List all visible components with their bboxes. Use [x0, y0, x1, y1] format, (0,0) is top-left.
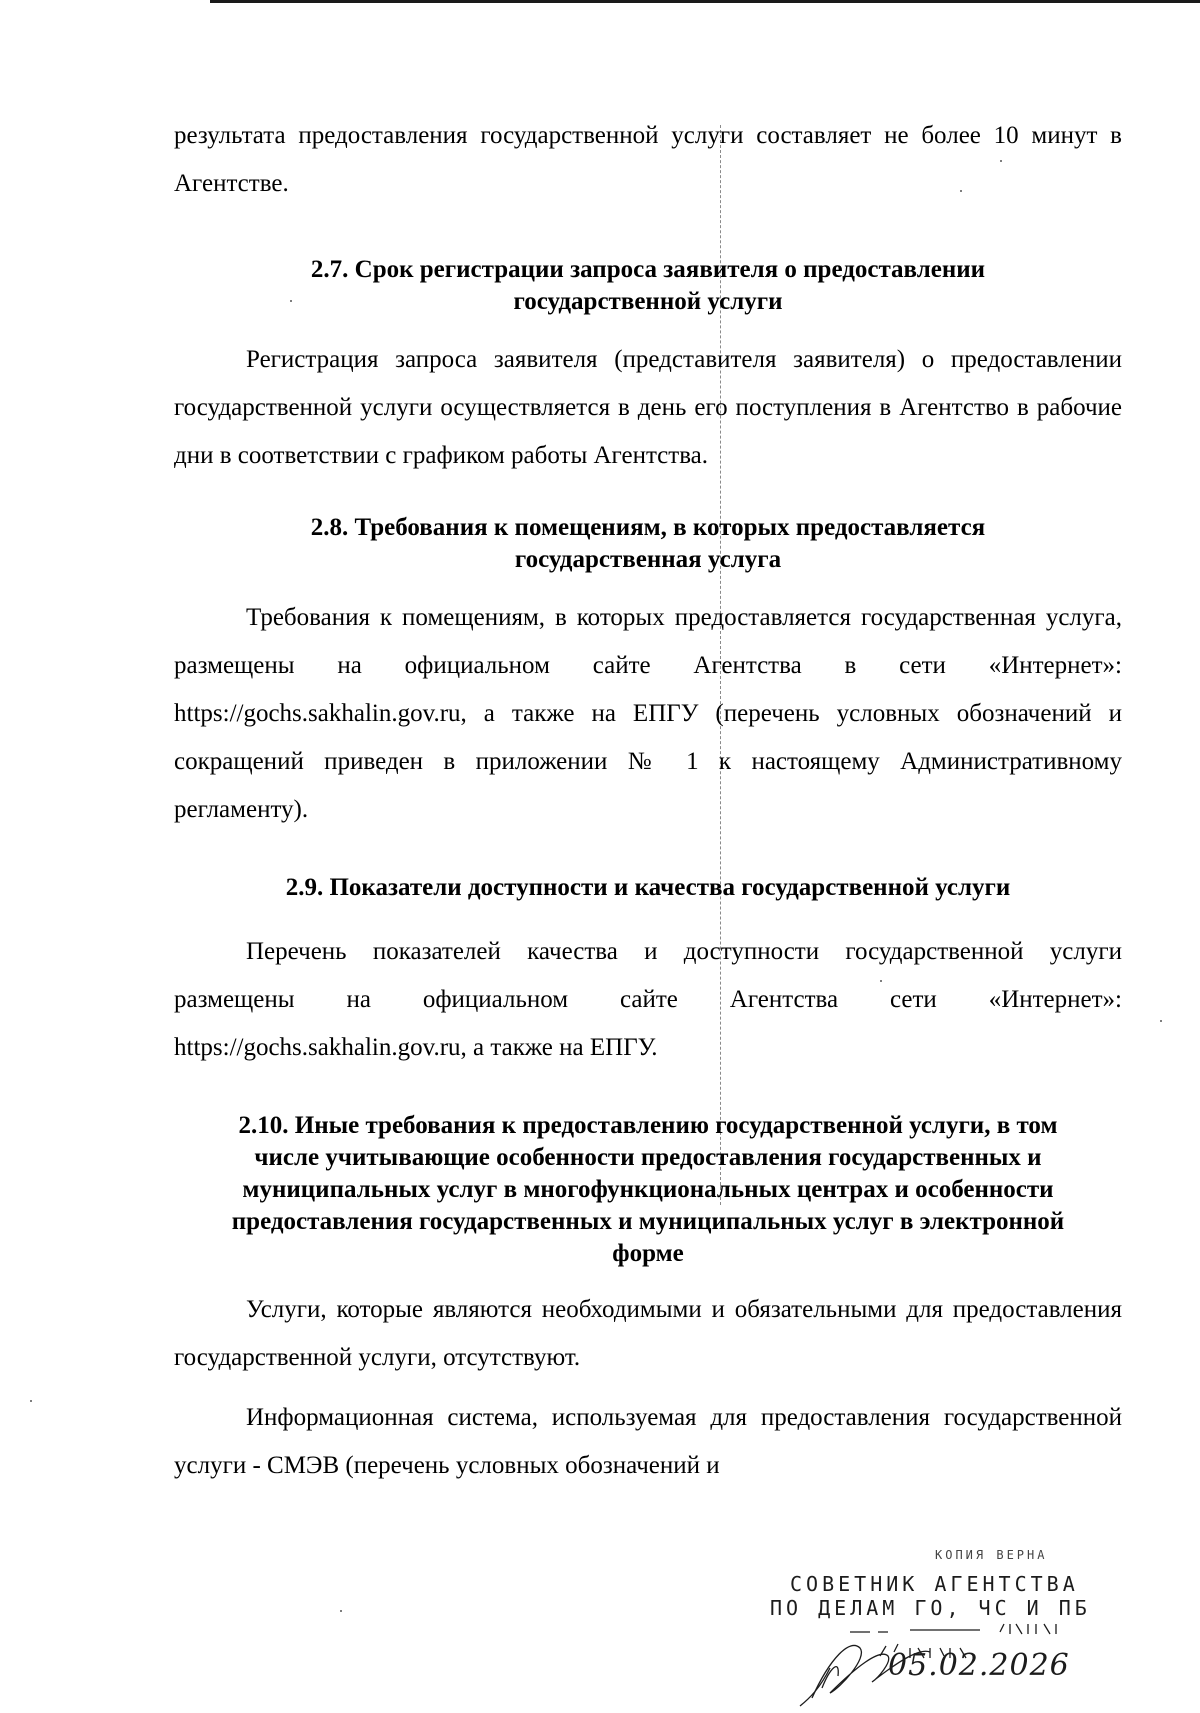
- scan-speck: [1160, 1020, 1162, 1022]
- section-heading-2-7: [174, 254, 1122, 318]
- stamp-line-2: ПО ДЕЛАМ ГО, ЧС И ПБ: [770, 1596, 1091, 1620]
- section-heading-2-10: [174, 1110, 1122, 1270]
- section-heading-line: государственной услуги: [513, 288, 783, 315]
- document-page: [174, 112, 1122, 1490]
- section-heading-2-8: [174, 512, 1122, 576]
- section-heading-line: 2.7. Срок регистрации запроса заявителя о предоставлении: [310, 256, 986, 283]
- scan-top-rule: [210, 0, 1200, 3]
- stamp-line-1: СОВЕТНИК АГЕНТСТВА: [790, 1572, 1079, 1596]
- section-heading-line: государственная услуга: [514, 546, 782, 573]
- section-heading-line: форме: [612, 1240, 684, 1267]
- paragraph-2-10-a: Услуги, которые являются необходимыми и обязательными для предоставления государственной услуги, отсутствуют.: [174, 1296, 1122, 1371]
- section-heading-2-9: [174, 872, 1122, 904]
- scan-speck: [340, 1610, 342, 1612]
- paragraph-2-8: Требования к помещениям, в которых предоставляется государственная услуга, размещены на официальном сайте Агентства в сети «Интернет»: https://gochs.sakhalin.gov.ru, а также на ЕПГУ (перечень условных обозначений и сокращений приведен в приложении № 1 к настоящему Административному регламенту).: [174, 604, 1122, 823]
- section-heading-line: предоставления государственных и муниципальных услуг в электронной: [231, 1208, 1065, 1235]
- section-heading-line: 2.10. Иные требования к предоставлению государственной услуги, в том: [238, 1112, 1058, 1139]
- stamp-header: КОПИЯ ВЕРНА: [935, 1548, 1048, 1562]
- paragraph-2-9: Перечень показателей качества и доступности государственной услуги размещены на официальном сайте Агентства сети «Интернет»: https://gochs.sakhalin.gov.ru, а также на ЕПГУ.: [174, 938, 1122, 1061]
- section-heading-line: 2.8. Требования к помещениям, в которых предоставляется: [310, 514, 986, 541]
- paragraph-2-7: Регистрация запроса заявителя (представителя заявителя) о предоставлении государственной услуги осуществляется в день его поступления в Агентство в рабочие дни в соответствии с графиком работы Агентства.: [174, 346, 1122, 469]
- scan-speck: [30, 1400, 32, 1402]
- paragraph-2-10-b: Информационная система, используемая для предоставления государственной услуги - СМЭВ (перечень условных обозначений и: [174, 1404, 1122, 1479]
- paragraph-2-6-tail: результата предоставления государственной услуги составляет не более 10 минут в Агентстве.: [174, 122, 1122, 197]
- section-heading-line: муниципальных услуг в многофункциональных центрах и особенности: [242, 1176, 1054, 1203]
- stamp-signature-artwork: [760, 1548, 1180, 1708]
- stamp-date: 05.02.2026: [888, 1648, 1070, 1683]
- section-heading-line: 2.9. Показатели доступности и качества государственной услуги: [285, 874, 1011, 901]
- section-heading-line: числе учитывающие особенности предоставления государственных и: [254, 1144, 1042, 1171]
- certification-stamp: [760, 1548, 1180, 1708]
